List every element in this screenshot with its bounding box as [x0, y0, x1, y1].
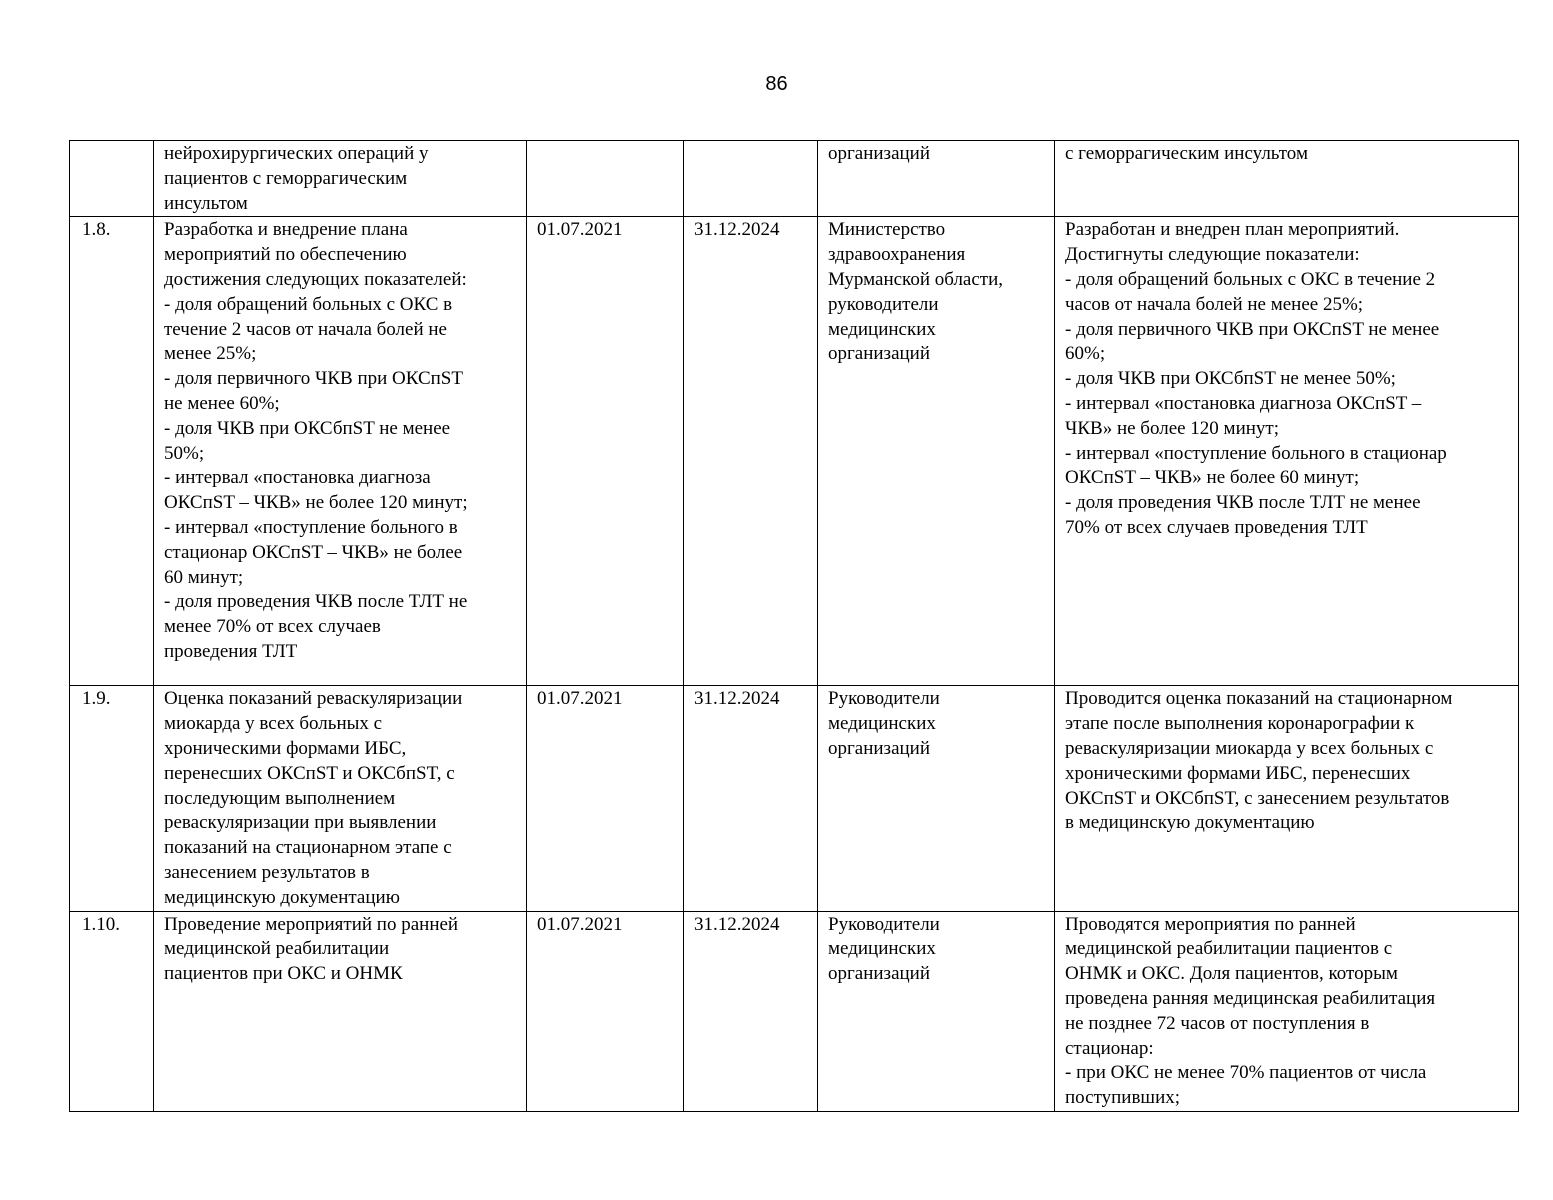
end-date-cell: 31.12.2024: [684, 217, 818, 686]
measures-table: [69, 140, 1519, 1112]
activity-cell: нейрохирургических операций у пациентов с геморрагическим инсультом: [154, 141, 527, 217]
result-cell: с геморрагическим инсультом: [1055, 141, 1519, 217]
start-date-cell: [527, 141, 684, 217]
item-number-cell: [70, 141, 154, 217]
start-date-cell: 01.07.2021: [527, 686, 684, 911]
end-date-cell: [684, 141, 818, 217]
table-row: [70, 911, 1519, 1111]
responsible-cell: Министерство здравоохранения Мурманской области, руководители медицинских организаций: [818, 217, 1055, 686]
table-row: [70, 686, 1519, 911]
responsible-cell: Руководители медицинских организаций: [818, 911, 1055, 1111]
result-cell: Проводится оценка показаний на стационарном этапе после выполнения коронарографии к реваскуляризации миокарда у всех больных с хроническими формами ИБС, перенесших ОКСпST и ОКСбпST, с занесением результатов в медицинскую документацию: [1055, 686, 1519, 911]
item-number-cell: 1.9.: [70, 686, 154, 911]
activity-cell: Разработка и внедрение плана мероприятий по обеспечению достижения следующих показателей: - доля обращений больных с ОКС в течение 2 часов от начала болей не менее 25%; - доля первичного ЧКВ при ОКСпST не менее 60%; - доля ЧКВ при ОКСбпST не менее 50%; - интервал «постановка диагноза ОКСпST – ЧКВ» не более 120 минут; - интервал «поступление больного в стационар ОКСпST – ЧКВ» не более 60 минут; - доля проведения ЧКВ после ТЛТ не менее 70% от всех случаев проведения ТЛТ: [154, 217, 527, 686]
activity-cell: Проведение мероприятий по ранней медицинской реабилитации пациентов при ОКС и ОНМК: [154, 911, 527, 1111]
item-number-cell: 1.10.: [70, 911, 154, 1111]
result-cell: Разработан и внедрен план мероприятий. Достигнуты следующие показатели: - доля обращений больных с ОКС в течение 2 часов от начала болей не менее 25%; - доля первичного ЧКВ при ОКСпST не менее 60%; - доля ЧКВ при ОКСбпST не менее 50%; - интервал «постановка диагноза ОКСпST – ЧКВ» не более 120 минут; - интервал «поступление больного в стационар ОКСпST – ЧКВ» не более 60 минут; - доля проведения ЧКВ после ТЛТ не менее 70% от всех случаев проведения ТЛТ: [1055, 217, 1519, 686]
result-cell: Проводятся мероприятия по ранней медицинской реабилитации пациентов с ОНМК и ОКС. Доля пациентов, которым проведена ранняя медицинская реабилитация не позднее 72 часов от поступления в стационар: - при ОКС не менее 70% пациентов от числа поступивших;: [1055, 911, 1519, 1111]
responsible-cell: Руководители медицинских организаций: [818, 686, 1055, 911]
start-date-cell: 01.07.2021: [527, 911, 684, 1111]
responsible-cell: организаций: [818, 141, 1055, 217]
activity-cell: Оценка показаний реваскуляризации миокарда у всех больных с хроническими формами ИБС, перенесших ОКСпST и ОКСбпST, с последующим выполнением реваскуляризации при выявлении показаний на стационарном этапе с занесением результатов в медицинскую документацию: [154, 686, 527, 911]
page-number: 86: [765, 73, 788, 95]
table-row: [70, 217, 1519, 686]
item-number-cell: 1.8.: [70, 217, 154, 686]
table-row: [70, 141, 1519, 217]
start-date-cell: 01.07.2021: [527, 217, 684, 686]
end-date-cell: 31.12.2024: [684, 911, 818, 1111]
end-date-cell: 31.12.2024: [684, 686, 818, 911]
